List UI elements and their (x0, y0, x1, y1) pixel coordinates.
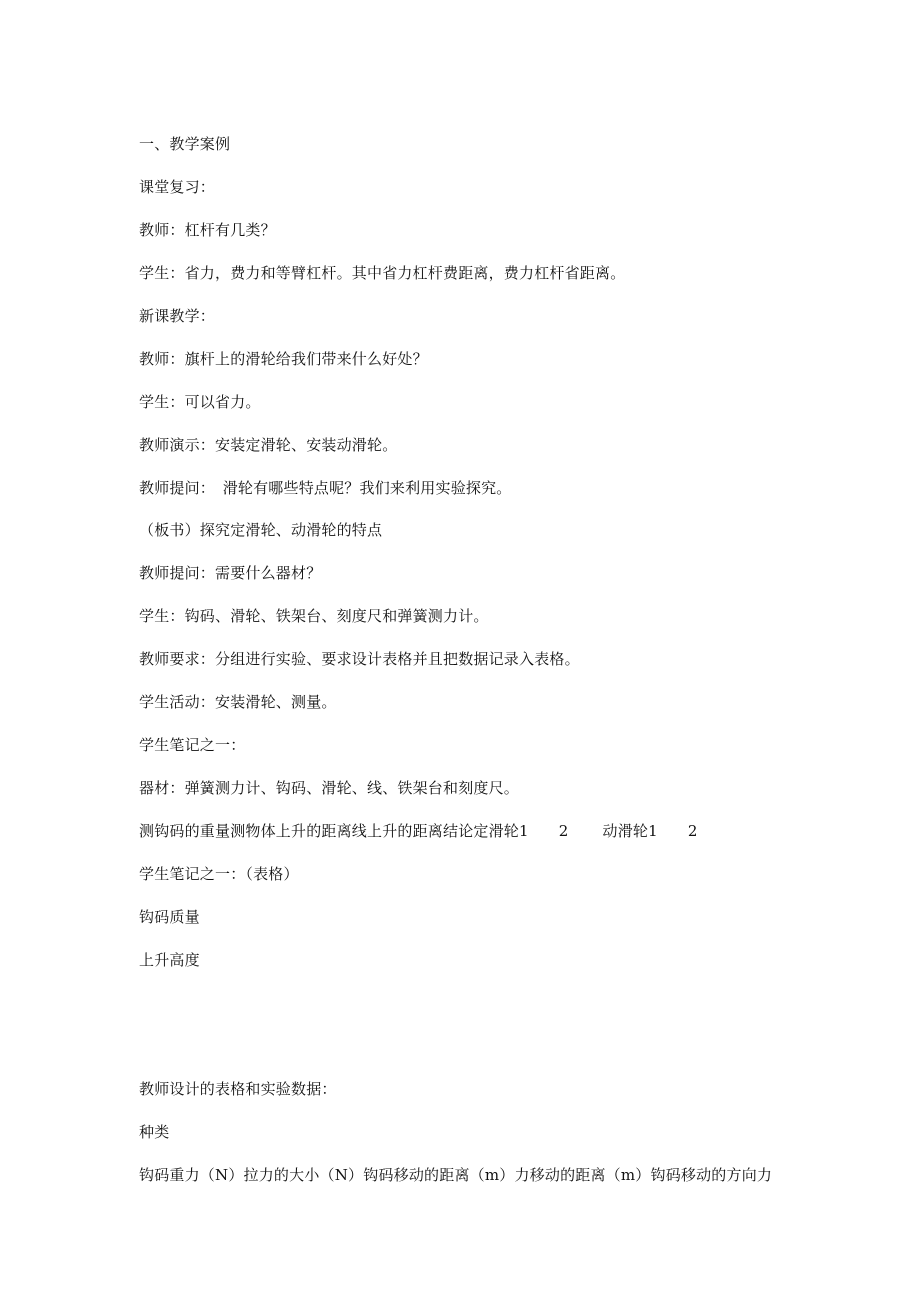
section-heading: 一、教学案例 (139, 135, 231, 153)
paragraph-line: 钩码质量 (139, 908, 200, 926)
paragraph-line: 学生笔记之一： (139, 736, 246, 754)
paragraph-line: 教师要求：分组进行实验、要求设计表格并且把数据记录入表格。 (139, 650, 580, 668)
table-cell: 动滑轮1 (602, 822, 658, 840)
paragraph-line: 上升高度 (139, 951, 200, 969)
paragraph-line: 教师：旗杆上的滑轮给我们带来什么好处？ (139, 350, 428, 368)
table-cell: 2 (558, 822, 569, 840)
paragraph-line: 教师提问：需要什么器材？ (139, 564, 322, 582)
paragraph-line: 种类 (139, 1123, 170, 1141)
paragraph-line: 器材：弹簧测力计、钩码、滑轮、线、铁架台和刻度尺。 (139, 779, 520, 797)
paragraph-line: 课堂复习： (139, 178, 216, 196)
paragraph-line: 学生：可以省力。 (139, 393, 261, 411)
paragraph-line: 学生：钩码、滑轮、铁架台、刻度尺和弹簧测力计。 (139, 607, 489, 625)
paragraph-line: 教师演示：安装定滑轮、安装动滑轮。 (139, 436, 398, 454)
paragraph-line: 教师提问： 滑轮有哪些特点呢？我们来利用实验探究。 (139, 479, 512, 497)
paragraph-line: （板书）探究定滑轮、动滑轮的特点 (139, 521, 383, 539)
table-headers-text: 测钩码的重量测物体上升的距离线上升的距离结论定滑轮1 (139, 822, 529, 840)
paragraph-line: 学生笔记之一：（表格） (139, 865, 299, 883)
table-cell: 2 (687, 822, 698, 840)
table-row-text (139, 821, 698, 841)
paragraph-line: 学生活动：安装滑轮、测量。 (139, 693, 337, 711)
paragraph-line: 教师设计的表格和实验数据： (139, 1080, 337, 1098)
paragraph-line: 钩码重力（N）拉力的大小（N）钩码移动的距离（m）力移动的距离（m）钩码移动的方向力 (139, 1166, 773, 1184)
paragraph-line: 学生：省力，费力和等臂杠杆。其中省力杠杆费距离，费力杠杆省距离。 (139, 264, 626, 282)
paragraph-line: 教师：杠杆有几类？ (139, 221, 276, 239)
paragraph-line: 新课教学： (139, 307, 216, 325)
